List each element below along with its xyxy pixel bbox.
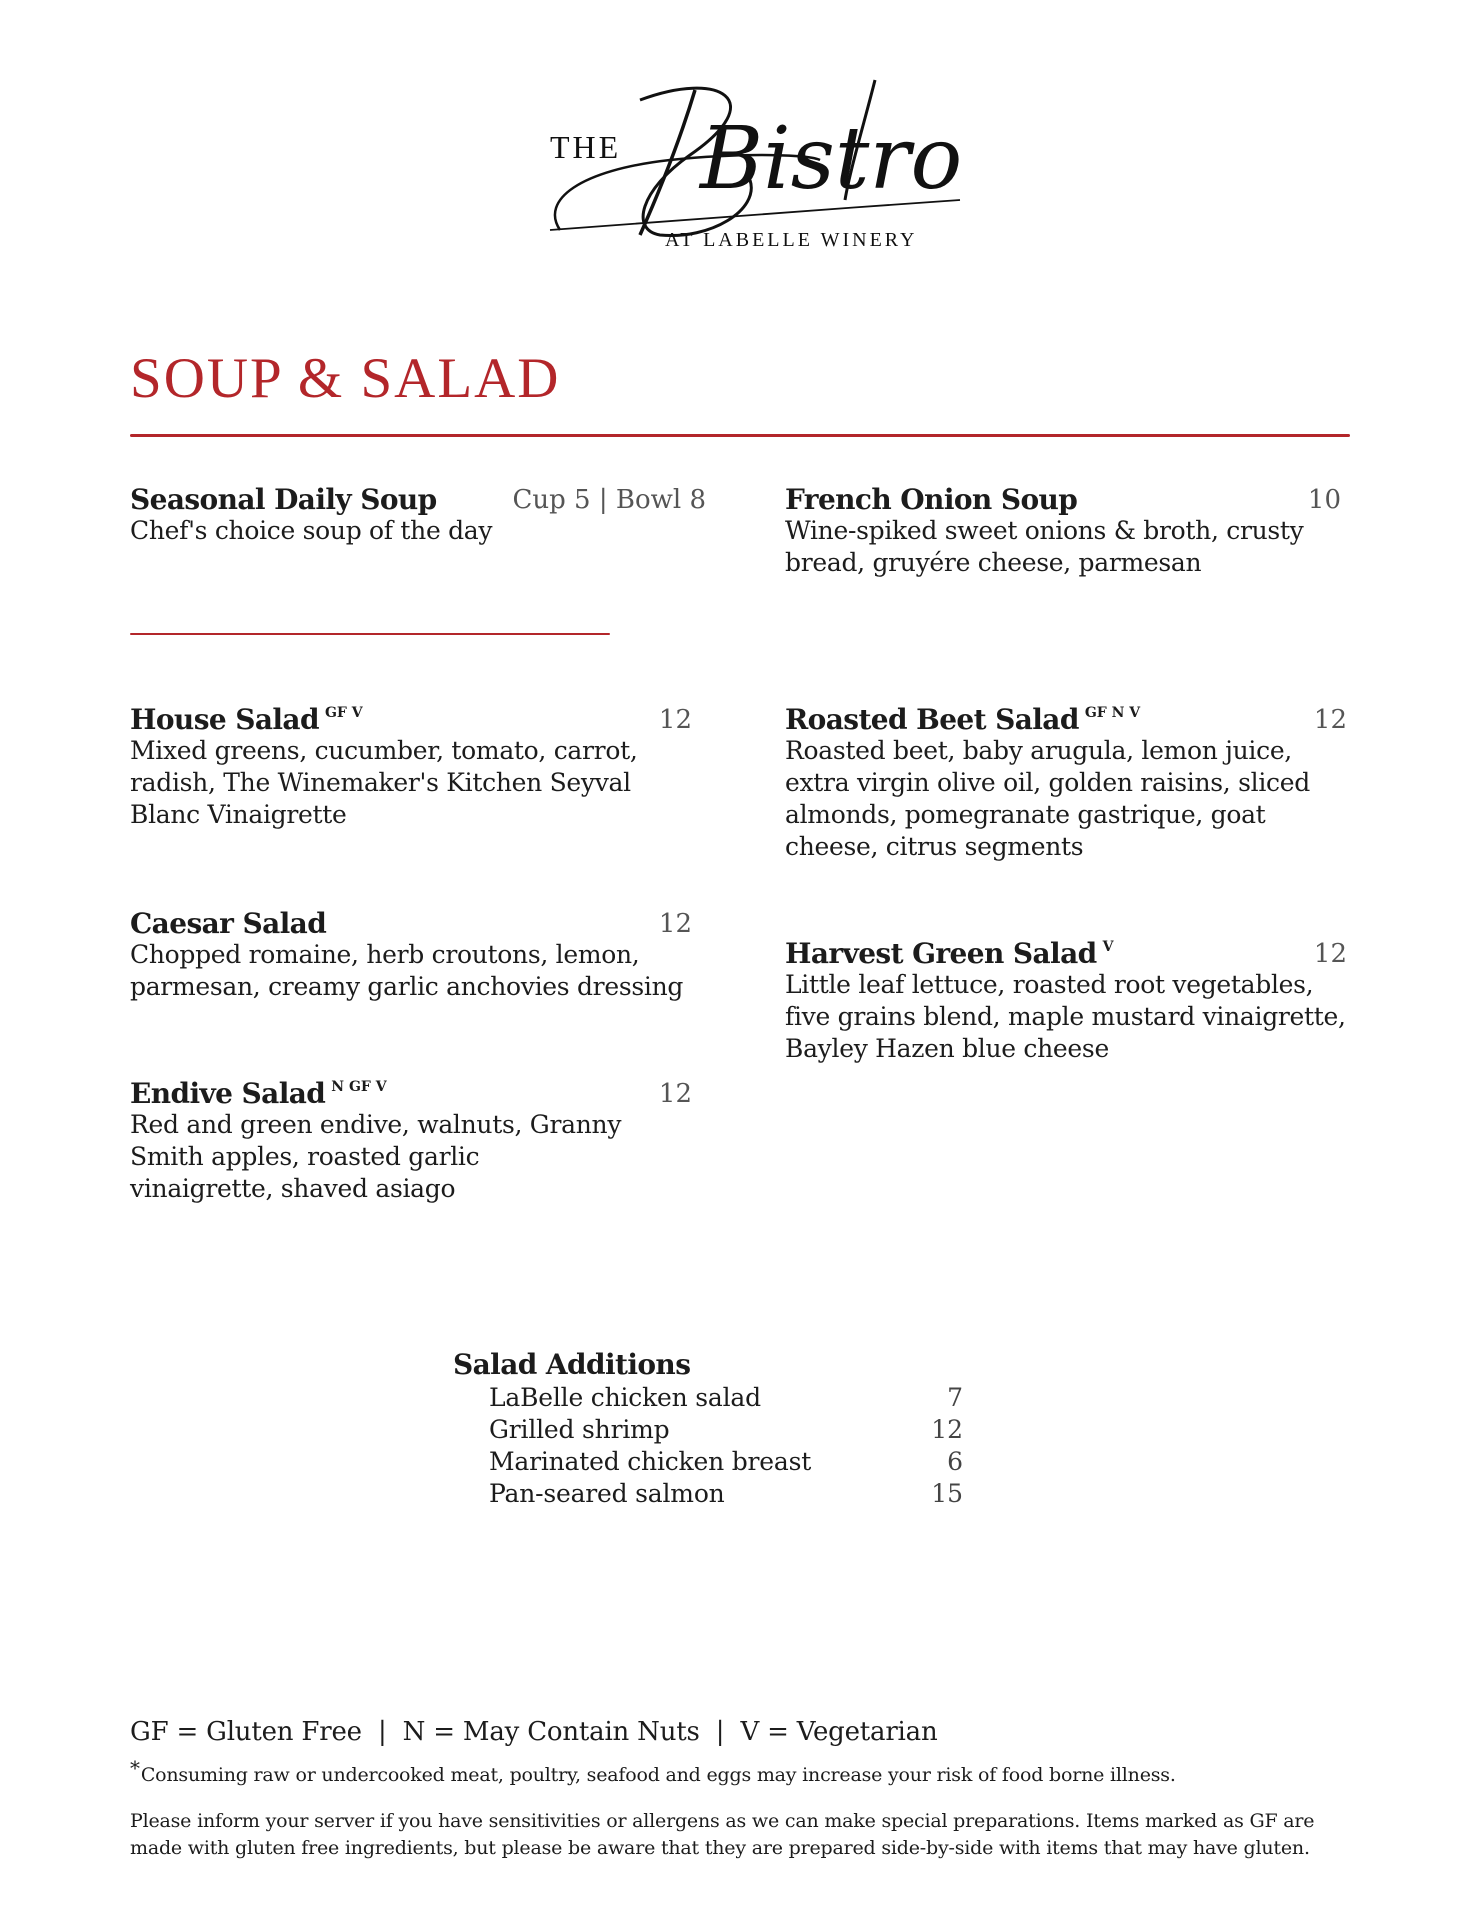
item-name — [785, 703, 1140, 736]
dietary-tags: GF N V — [1084, 705, 1141, 721]
item-description: Roasted beet, baby arugula, lemon juice, extra virgin olive oil, golden raisins, sliced almonds, pomegranate gastrique, goat cheese, citrus segments — [785, 736, 1310, 861]
menu-item-endive-salad — [130, 1077, 692, 1205]
menu-item-roasted-beet-salad — [785, 703, 1347, 863]
item-price: 12 — [658, 705, 692, 735]
item-name-text: Harvest Green Salad — [785, 937, 1097, 970]
menu-item-house-salad — [130, 703, 692, 831]
menu-item-seasonal-soup — [130, 483, 706, 547]
item-description: Chopped romaine, herb croutons, lemon, parmesan, creamy garlic anchovies dressing — [130, 940, 684, 1001]
logo-script: Bistro — [700, 109, 963, 209]
addition-name: Pan-seared salmon — [489, 1479, 725, 1508]
item-name-text: House Salad — [130, 703, 319, 736]
asterisk: * — [130, 1756, 140, 1780]
addition-row — [453, 1479, 973, 1511]
item-name: Seasonal Daily Soup — [130, 483, 437, 516]
item-description: Wine-spiked sweet onions & broth, crusty bread, gruyére cheese, parmesan — [785, 516, 1304, 577]
item-name: Caesar Salad — [130, 907, 327, 940]
item-name — [130, 703, 363, 736]
dietary-tags: V — [1102, 939, 1114, 955]
section-title: SOUP & SALAD — [130, 347, 561, 410]
soup-divider — [130, 633, 610, 635]
dietary-legend: GF = Gluten Free | N = May Contain Nuts | V = Vegetarian — [130, 1717, 938, 1747]
item-name: French Onion Soup — [785, 483, 1078, 516]
bistro-logo — [520, 60, 970, 260]
section-divider — [130, 434, 1350, 437]
addition-name: Marinated chicken breast — [489, 1447, 812, 1476]
addition-price: 7 — [947, 1383, 963, 1412]
menu-item-french-onion-soup — [785, 483, 1341, 579]
item-price: 12 — [1313, 939, 1347, 969]
item-price: 10 — [1307, 485, 1341, 515]
addition-row — [453, 1415, 973, 1447]
additions-title: Salad Additions — [453, 1348, 691, 1381]
item-price: 12 — [658, 1079, 692, 1109]
addition-price: 12 — [931, 1415, 963, 1444]
addition-row — [453, 1447, 973, 1479]
addition-row — [453, 1383, 973, 1415]
addition-name: LaBelle chicken salad — [489, 1383, 761, 1412]
item-description: Mixed greens, cucumber, tomato, carrot, radish, The Winemaker's Kitchen Seyval Blanc Vinaigrette — [130, 736, 638, 829]
item-description: Little leaf lettuce, roasted root vegetables, five grains blend, maple mustard vinaigrette, Bayley Hazen blue cheese — [785, 970, 1346, 1063]
dietary-tags: GF V — [324, 705, 363, 721]
dietary-tags: N GF V — [331, 1079, 387, 1095]
bistro-logo-graphic — [520, 60, 970, 260]
item-name — [130, 1077, 387, 1110]
disclaimer-text: Consuming raw or undercooked meat, poultry, seafood and eggs may increase your risk of food borne illness. — [140, 1764, 1176, 1786]
salad-additions — [453, 1348, 973, 1511]
item-name — [785, 937, 1113, 970]
item-description: Chef's choice soup of the day — [130, 516, 493, 545]
item-price: 12 — [658, 909, 692, 939]
addition-price: 15 — [931, 1479, 963, 1508]
addition-price: 6 — [947, 1447, 963, 1476]
item-name-text: Roasted Beet Salad — [785, 703, 1079, 736]
food-safety-disclaimer — [130, 1756, 1176, 1786]
item-description: Red and green endive, walnuts, Granny Smith apples, roasted garlic vinaigrette, shaved asiago — [130, 1110, 622, 1203]
item-price: Cup 5 | Bowl 8 — [512, 485, 706, 515]
menu-item-caesar-salad — [130, 907, 692, 1003]
addition-name: Grilled shrimp — [489, 1415, 670, 1444]
item-name-text: Endive Salad — [130, 1077, 326, 1110]
allergen-note: Please inform your server if you have sensitivities or allergens as we can make special preparations. Items marked as GF are made with gluten free ingredients, but please be aware that they are prepared side-by-side with items that may have gluten. — [130, 1810, 1315, 1859]
logo-the: THE — [550, 129, 622, 165]
logo-subtitle: AT LABELLE WINERY — [665, 229, 918, 251]
item-price: 12 — [1313, 705, 1347, 735]
menu-item-harvest-green-salad — [785, 937, 1347, 1065]
